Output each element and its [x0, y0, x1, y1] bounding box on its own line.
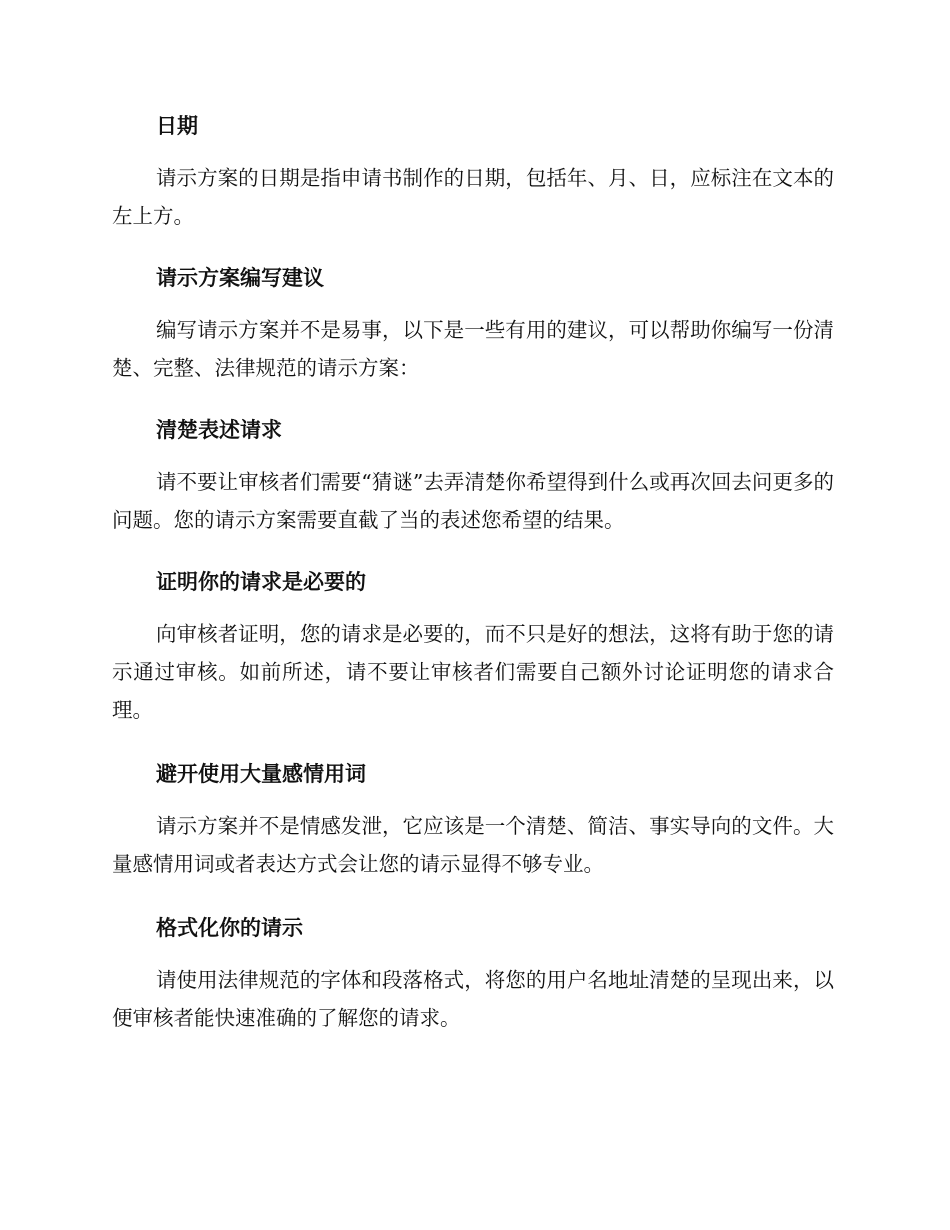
section-paragraph: 请示方案的日期是指申请书制作的日期，包括年、月、日，应标注在文本的左上方。 [112, 166, 834, 228]
section-heading: 清楚表述请求 [156, 418, 282, 442]
section-paragraph: 请使用法律规范的字体和段落格式，将您的用户名地址清楚的呈现出来，以便审核者能快速准确的了解您的请求。 [112, 968, 834, 1030]
section-clear-request [112, 412, 834, 539]
section-paragraph: 编写请示方案并不是易事，以下是一些有用的建议，可以帮助你编写一份清楚、完整、法律规范的请示方案： [112, 318, 834, 380]
section-writing-advice [112, 260, 834, 387]
section-paragraph: 请示方案并不是情感发泄，它应该是一个清楚、简洁、事实导向的文件。大量感情用词或者表达方式会让您的请示显得不够专业。 [112, 814, 834, 876]
section-avoid-emotion [112, 756, 834, 883]
section-prove-necessity [112, 564, 834, 729]
section-paragraph: 向审核者证明，您的请求是必要的，而不只是好的想法，这将有助于您的请示通过审核。如前所述，请不要让审核者们需要自己额外讨论证明您的请求合理。 [112, 622, 834, 722]
section-heading: 请示方案编写建议 [156, 266, 324, 290]
section-heading: 日期 [156, 114, 198, 138]
section-heading: 避开使用大量感情用词 [156, 762, 366, 786]
section-heading: 格式化你的请示 [156, 916, 303, 940]
section-date [112, 108, 834, 235]
section-heading: 证明你的请求是必要的 [156, 570, 366, 594]
section-format-request [112, 910, 834, 1037]
section-paragraph: 请不要让审核者们需要“猜谜”去弄清楚你希望得到什么或再次回去问更多的问题。您的请示方案需要直截了当的表述您希望的结果。 [112, 470, 834, 532]
